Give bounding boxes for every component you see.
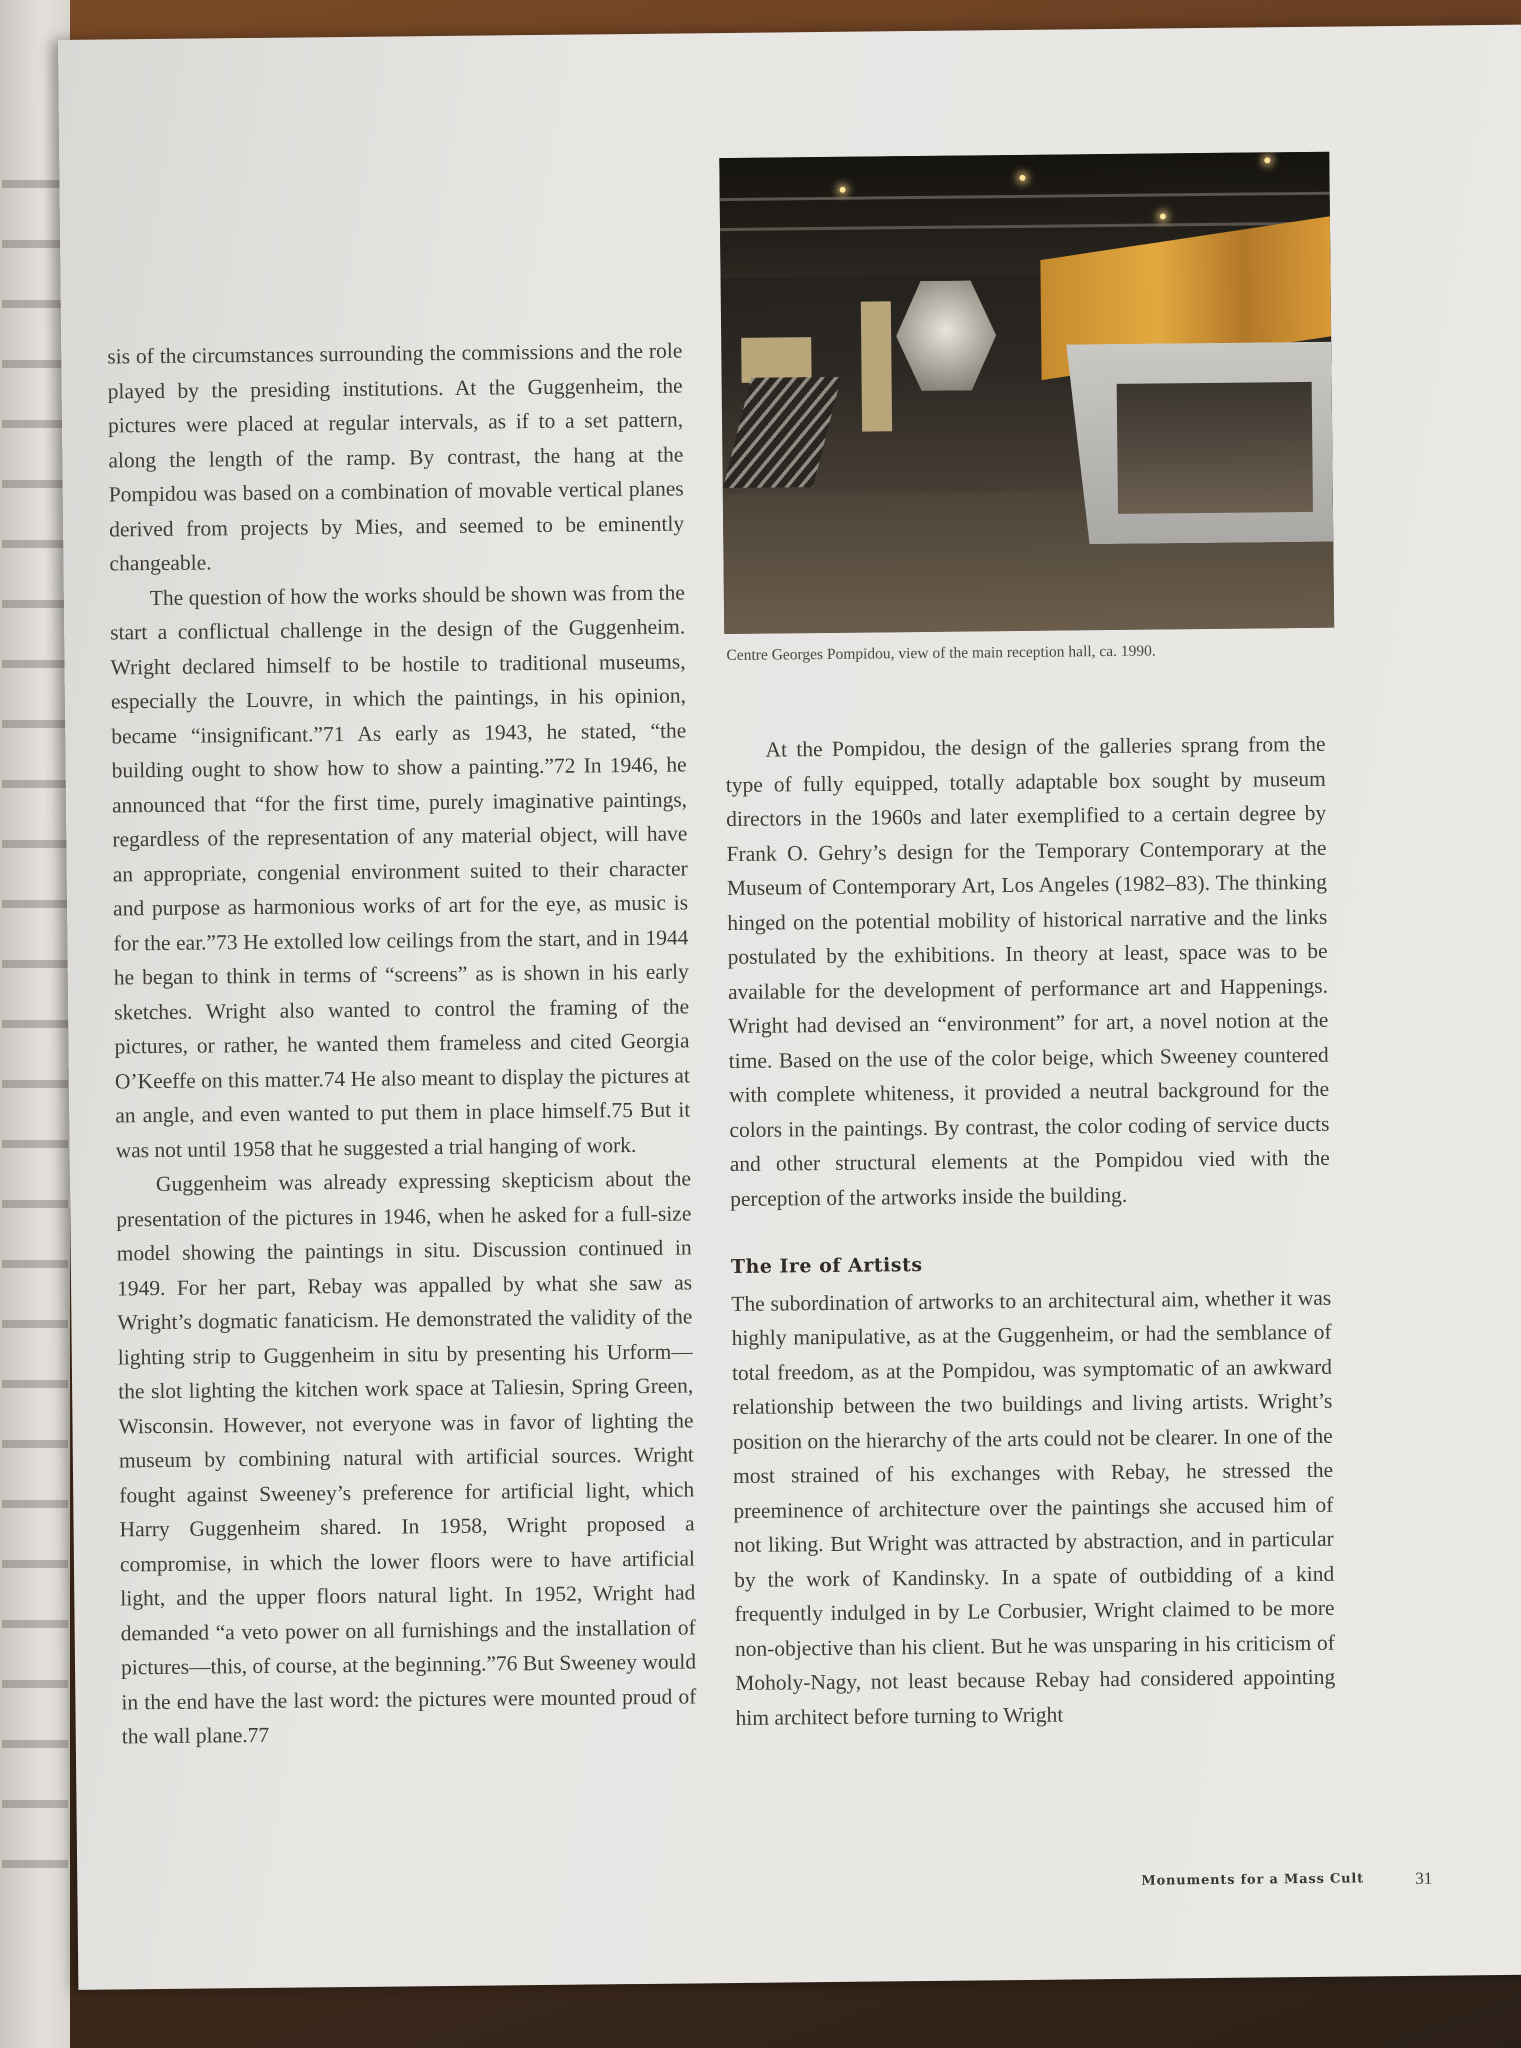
ghost-text-line [2, 720, 68, 728]
right-column [725, 727, 1335, 1735]
photo-light [1160, 213, 1166, 219]
photo-light [840, 187, 846, 193]
figure-caption: Centre Georges Pompidou, view of the main reception hall, ca. 1990. [726, 642, 1156, 665]
paragraph: sis of the circumstances surrounding the commissions and the role played by the presiding institutions. At the Guggenheim, the pictures were placed at regular intervals, as if to a set pattern, along the length of the ramp. By contrast, the hang at the Pompidou was based on a combination of movable vertical planes derived from projects by Mies, and seemed to be eminently changeable. [107, 338, 685, 576]
left-column [107, 333, 697, 1753]
photo-light [1019, 175, 1025, 181]
ghost-text-line [2, 300, 68, 308]
photo-light [1264, 157, 1270, 163]
book-page [58, 25, 1521, 1990]
ghost-text-line [2, 1500, 68, 1508]
ghost-text-line [2, 180, 68, 188]
page-number: 31 [1415, 1868, 1433, 1888]
ghost-text-line [2, 960, 68, 968]
ghost-text-line [2, 1020, 68, 1028]
ghost-text-line [2, 540, 68, 548]
ghost-text-line [2, 1320, 68, 1328]
photo-sign [741, 337, 811, 383]
previous-page-edge [0, 0, 70, 2048]
ghost-text-line [2, 780, 68, 788]
ghost-text-line [2, 1860, 68, 1868]
ghost-text-line [2, 1620, 68, 1628]
section-heading: The Ire of Artists [730, 1254, 923, 1279]
ghost-text-line [2, 480, 68, 488]
ghost-text-line [2, 1140, 68, 1148]
ghost-text-line [2, 1560, 68, 1568]
photo-booth-window [1117, 382, 1313, 514]
paragraph: At the Pompidou, the design of the galleries sprang from the type of fully equipped, totally adaptable box sought by museum directors in the 1960s and later exemplified to a certain degree by Frank O. Gehry’s design for the Temporary Contemporary at the Museum of Contemporary Art, Los Angeles (1982–83). The thinking hinged on the potential mobility of historical narrative and the links postulated by the exhibitions. In theory at least, space was to be available for the development of performance art and Happenings. Wright had devised an “environment” for art, a novel notion at the time. Based on the use of the color beige, which Sweeney countered with complete whiteness, it provided a neutral background for the colors in the paintings. By contrast, the color coding of service ducts and other structural elements at the Pompidou vied with the perception of the artworks inside the building. [725, 731, 1330, 1211]
ghost-text-line [2, 840, 68, 848]
ghost-text-line [2, 240, 68, 248]
paragraph: Guggenheim was already expressing skepticism about the presentation of the pictures in 1946, when he asked for a full-size model showing the paintings in situ. Discussion continued in 1949. For her part, Rebay was appalled by what she saw as Wright’s dogmatic fanaticism. He demonstrated the validity of the lighting strip to Guggenheim in situ by presenting his Urform—the slot lighting the kitchen work space at Taliesin, Spring Green, Wisconsin. However, not everyone was in favor of lighting the museum by combining natural with artificial sources. Wright fought against Sweeney’s preference for artificial light, which Harry Guggenheim shared. In 1958, Wright proposed a compromise, in which the lower floors were to have artificial light, and the upper floors natural light. In 1952, Wright had demanded “a veto power on all furnishings and the installation of pictures—this, of course, at the beginning.”76 But Sweeney would in the end have the last word: the pictures were mounted proud of the wall plane.77 [116, 1166, 697, 1749]
photo-portrait-banner [896, 280, 997, 391]
ghost-text-line [2, 420, 68, 428]
ghost-text-line [2, 900, 68, 908]
ghost-text-line [2, 1680, 68, 1688]
running-footer-title: Monuments for a Mass Cult [1141, 1871, 1365, 1889]
pompidou-photo [719, 152, 1334, 634]
ghost-text-line [2, 1080, 68, 1088]
ghost-text-line [2, 1800, 68, 1808]
paragraph: The subordination of artworks to an architectural aim, whether it was highly manipulative, as at the Guggenheim, or had the semblance of total freedom, as at the Pompidou, was symptomatic of an awkward relationship between the two buildings and living artists. Wright’s position on the hierarchy of the arts could not be clearer. In one of the most strained of his exchanges with Rebay, he stressed the preeminence of architecture over the paintings she accused him of not liking. But Wright was attracted by abstraction, and in particular by the work of Kandinsky. In a spate of outbidding of a kind frequently indulged in by Le Corbusier, Wright claimed to be more non-objective than his client. But he was unsparing in his criticism of Moholy-Nagy, not least because Rebay had considered appointing him architect before turning to Wright [731, 1285, 1336, 1730]
paragraph: The question of how the works should be shown was from the start a conflictual challenge in the design of the Guggenheim. Wright declared himself to be hostile to traditional museums, especially the Louvre, in which the paintings, in his opinion, became “insignificant.”71 As early as 1943, he stated, “the building ought to show how to show a painting.”72 In 1946, he announced that “for the first time, purely imaginative paintings, regardless of the representation of any material object, will have an appropriate, congenial environment suited to their character and purpose as harmonious works of art for the eye, as music is for the ear.”73 He extolled low ceilings from the start, and in 1944 he began to think in terms of “screens” as is shown in his early sketches. Wright also wanted to control the framing of the pictures, or rather, he wanted them frameless and cited Georgia O’Keeffe on this matter.74 He also meant to display the pictures at an angle, and even wanted to put them in place himself.75 But it was not until 1958 that he suggested a trial hanging of work. [110, 579, 691, 1162]
ghost-text-line [2, 660, 68, 668]
ghost-text-line [2, 1740, 68, 1748]
ghost-text-line [2, 1440, 68, 1448]
photo-escalator [723, 377, 841, 488]
photo-sign [861, 301, 892, 431]
ghost-text-line [2, 360, 68, 368]
ghost-text-line [2, 600, 68, 608]
ghost-text-line [2, 1200, 68, 1208]
ghost-text-line [2, 1380, 68, 1388]
ghost-text-line [2, 1260, 68, 1268]
